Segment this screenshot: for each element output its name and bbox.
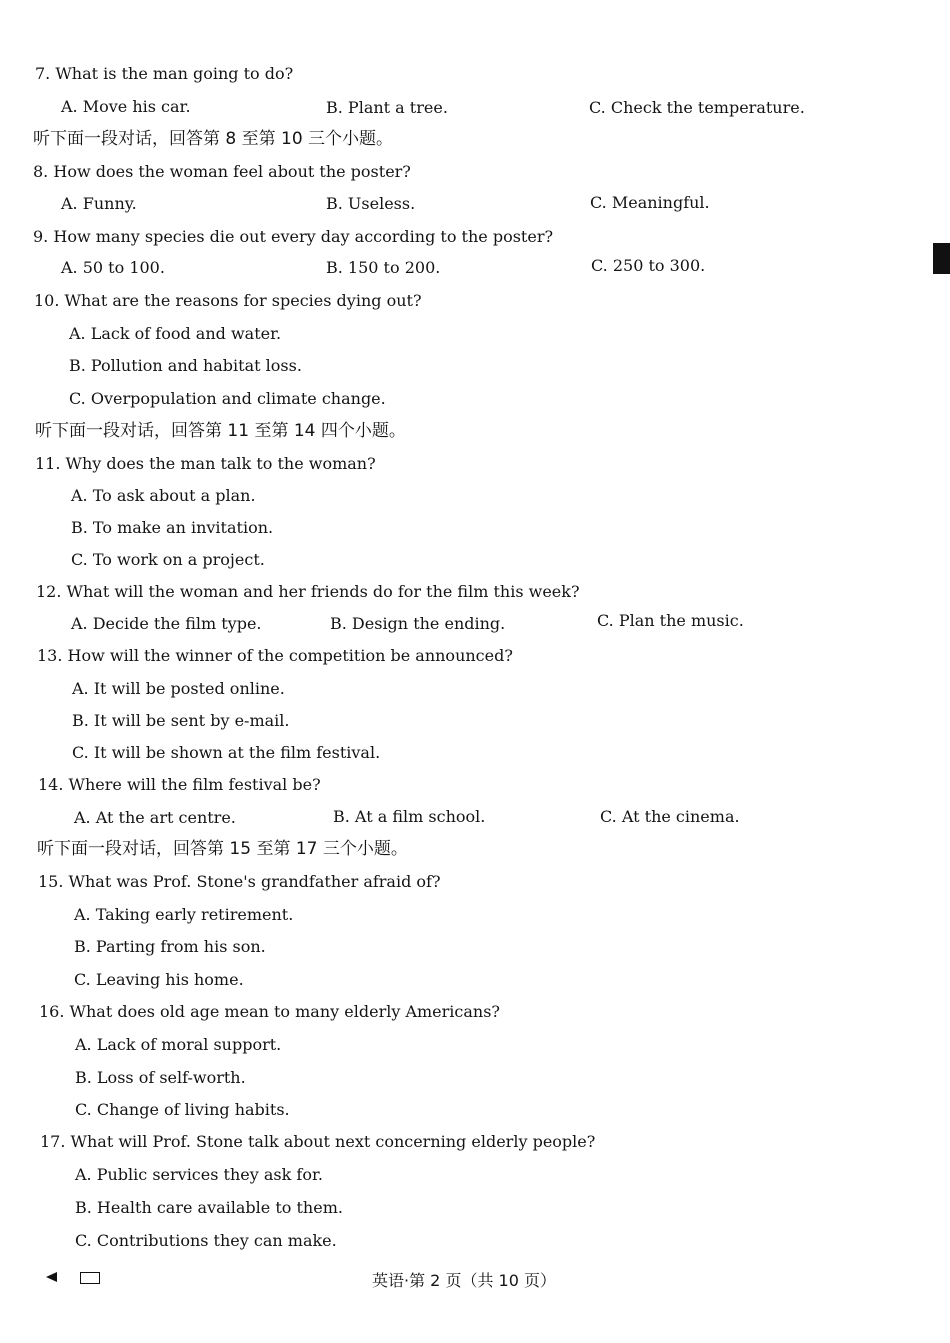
question-9-stem: 9. How many species die out every day according to the poster?: [33, 227, 554, 246]
q9-option-a: A. 50 to 100.: [61, 258, 165, 277]
q12-option-c: C. Plan the music.: [597, 611, 744, 630]
question-10-stem: 10. What are the reasons for species dying out?: [34, 291, 422, 310]
page-footer: 英语·第 2 页（共 10 页）: [372, 1271, 556, 1290]
q11-option-c: C. To work on a project.: [71, 550, 265, 569]
q9-option-b: B. 150 to 200.: [326, 258, 441, 277]
q16-option-b: B. Loss of self-worth.: [75, 1068, 246, 1087]
q7-option-b: B. Plant a tree.: [326, 98, 448, 117]
question-16-stem: 16. What does old age mean to many elderly Americans?: [39, 1002, 501, 1021]
q14-option-c: C. At the cinema.: [600, 807, 740, 826]
section-heading-8-10: 听下面一段对话，回答第 8 至第 10 三个小题。: [33, 129, 394, 149]
page-edge-marker: [933, 243, 950, 274]
q14-option-a: A. At the art centre.: [74, 808, 236, 827]
question-13-stem: 13. How will the winner of the competition be announced?: [37, 646, 513, 665]
question-7-stem: 7. What is the man going to do?: [35, 64, 294, 83]
question-17-stem: 17. What will Prof. Stone talk about next concerning elderly people?: [40, 1132, 596, 1151]
q10-option-b: B. Pollution and habitat loss.: [69, 356, 302, 375]
q12-option-a: A. Decide the film type.: [71, 614, 262, 633]
triangle-left-icon: [46, 1272, 57, 1282]
q10-option-a: A. Lack of food and water.: [69, 324, 282, 343]
q17-option-b: B. Health care available to them.: [75, 1198, 343, 1217]
rectangle-icon: [80, 1272, 100, 1284]
q8-option-b: B. Useless.: [326, 194, 416, 213]
q16-option-a: A. Lack of moral support.: [75, 1035, 282, 1054]
q11-option-a: A. To ask about a plan.: [71, 486, 256, 505]
q12-option-b: B. Design the ending.: [330, 614, 506, 633]
q11-option-b: B. To make an invitation.: [71, 518, 274, 537]
question-15-stem: 15. What was Prof. Stone's grandfather afraid of?: [38, 872, 441, 891]
q8-option-c: C. Meaningful.: [590, 193, 710, 212]
q15-option-c: C. Leaving his home.: [74, 970, 244, 989]
question-12-stem: 12. What will the woman and her friends do for the film this week?: [36, 582, 580, 601]
q7-option-c: C. Check the temperature.: [589, 98, 805, 117]
question-11-stem: 11. Why does the man talk to the woman?: [35, 454, 376, 473]
q14-option-b: B. At a film school.: [333, 807, 486, 826]
q10-option-c: C. Overpopulation and climate change.: [69, 389, 386, 408]
q8-option-a: A. Funny.: [61, 194, 137, 213]
q7-option-a: A. Move his car.: [61, 97, 191, 116]
q17-option-c: C. Contributions they can make.: [75, 1231, 337, 1250]
q13-option-b: B. It will be sent by e-mail.: [72, 711, 290, 730]
q9-option-c: C. 250 to 300.: [591, 256, 706, 275]
q15-option-b: B. Parting from his son.: [74, 937, 266, 956]
q15-option-a: A. Taking early retirement.: [74, 905, 294, 924]
q13-option-c: C. It will be shown at the film festival.: [72, 743, 381, 762]
question-14-stem: 14. Where will the film festival be?: [38, 775, 321, 794]
q16-option-c: C. Change of living habits.: [75, 1100, 290, 1119]
question-8-stem: 8. How does the woman feel about the poster?: [33, 162, 411, 181]
q17-option-a: A. Public services they ask for.: [75, 1165, 323, 1184]
section-heading-11-14: 听下面一段对话，回答第 11 至第 14 四个小题。: [35, 421, 406, 441]
section-heading-15-17: 听下面一段对话，回答第 15 至第 17 三个小题。: [37, 839, 408, 859]
q13-option-a: A. It will be posted online.: [72, 679, 285, 698]
